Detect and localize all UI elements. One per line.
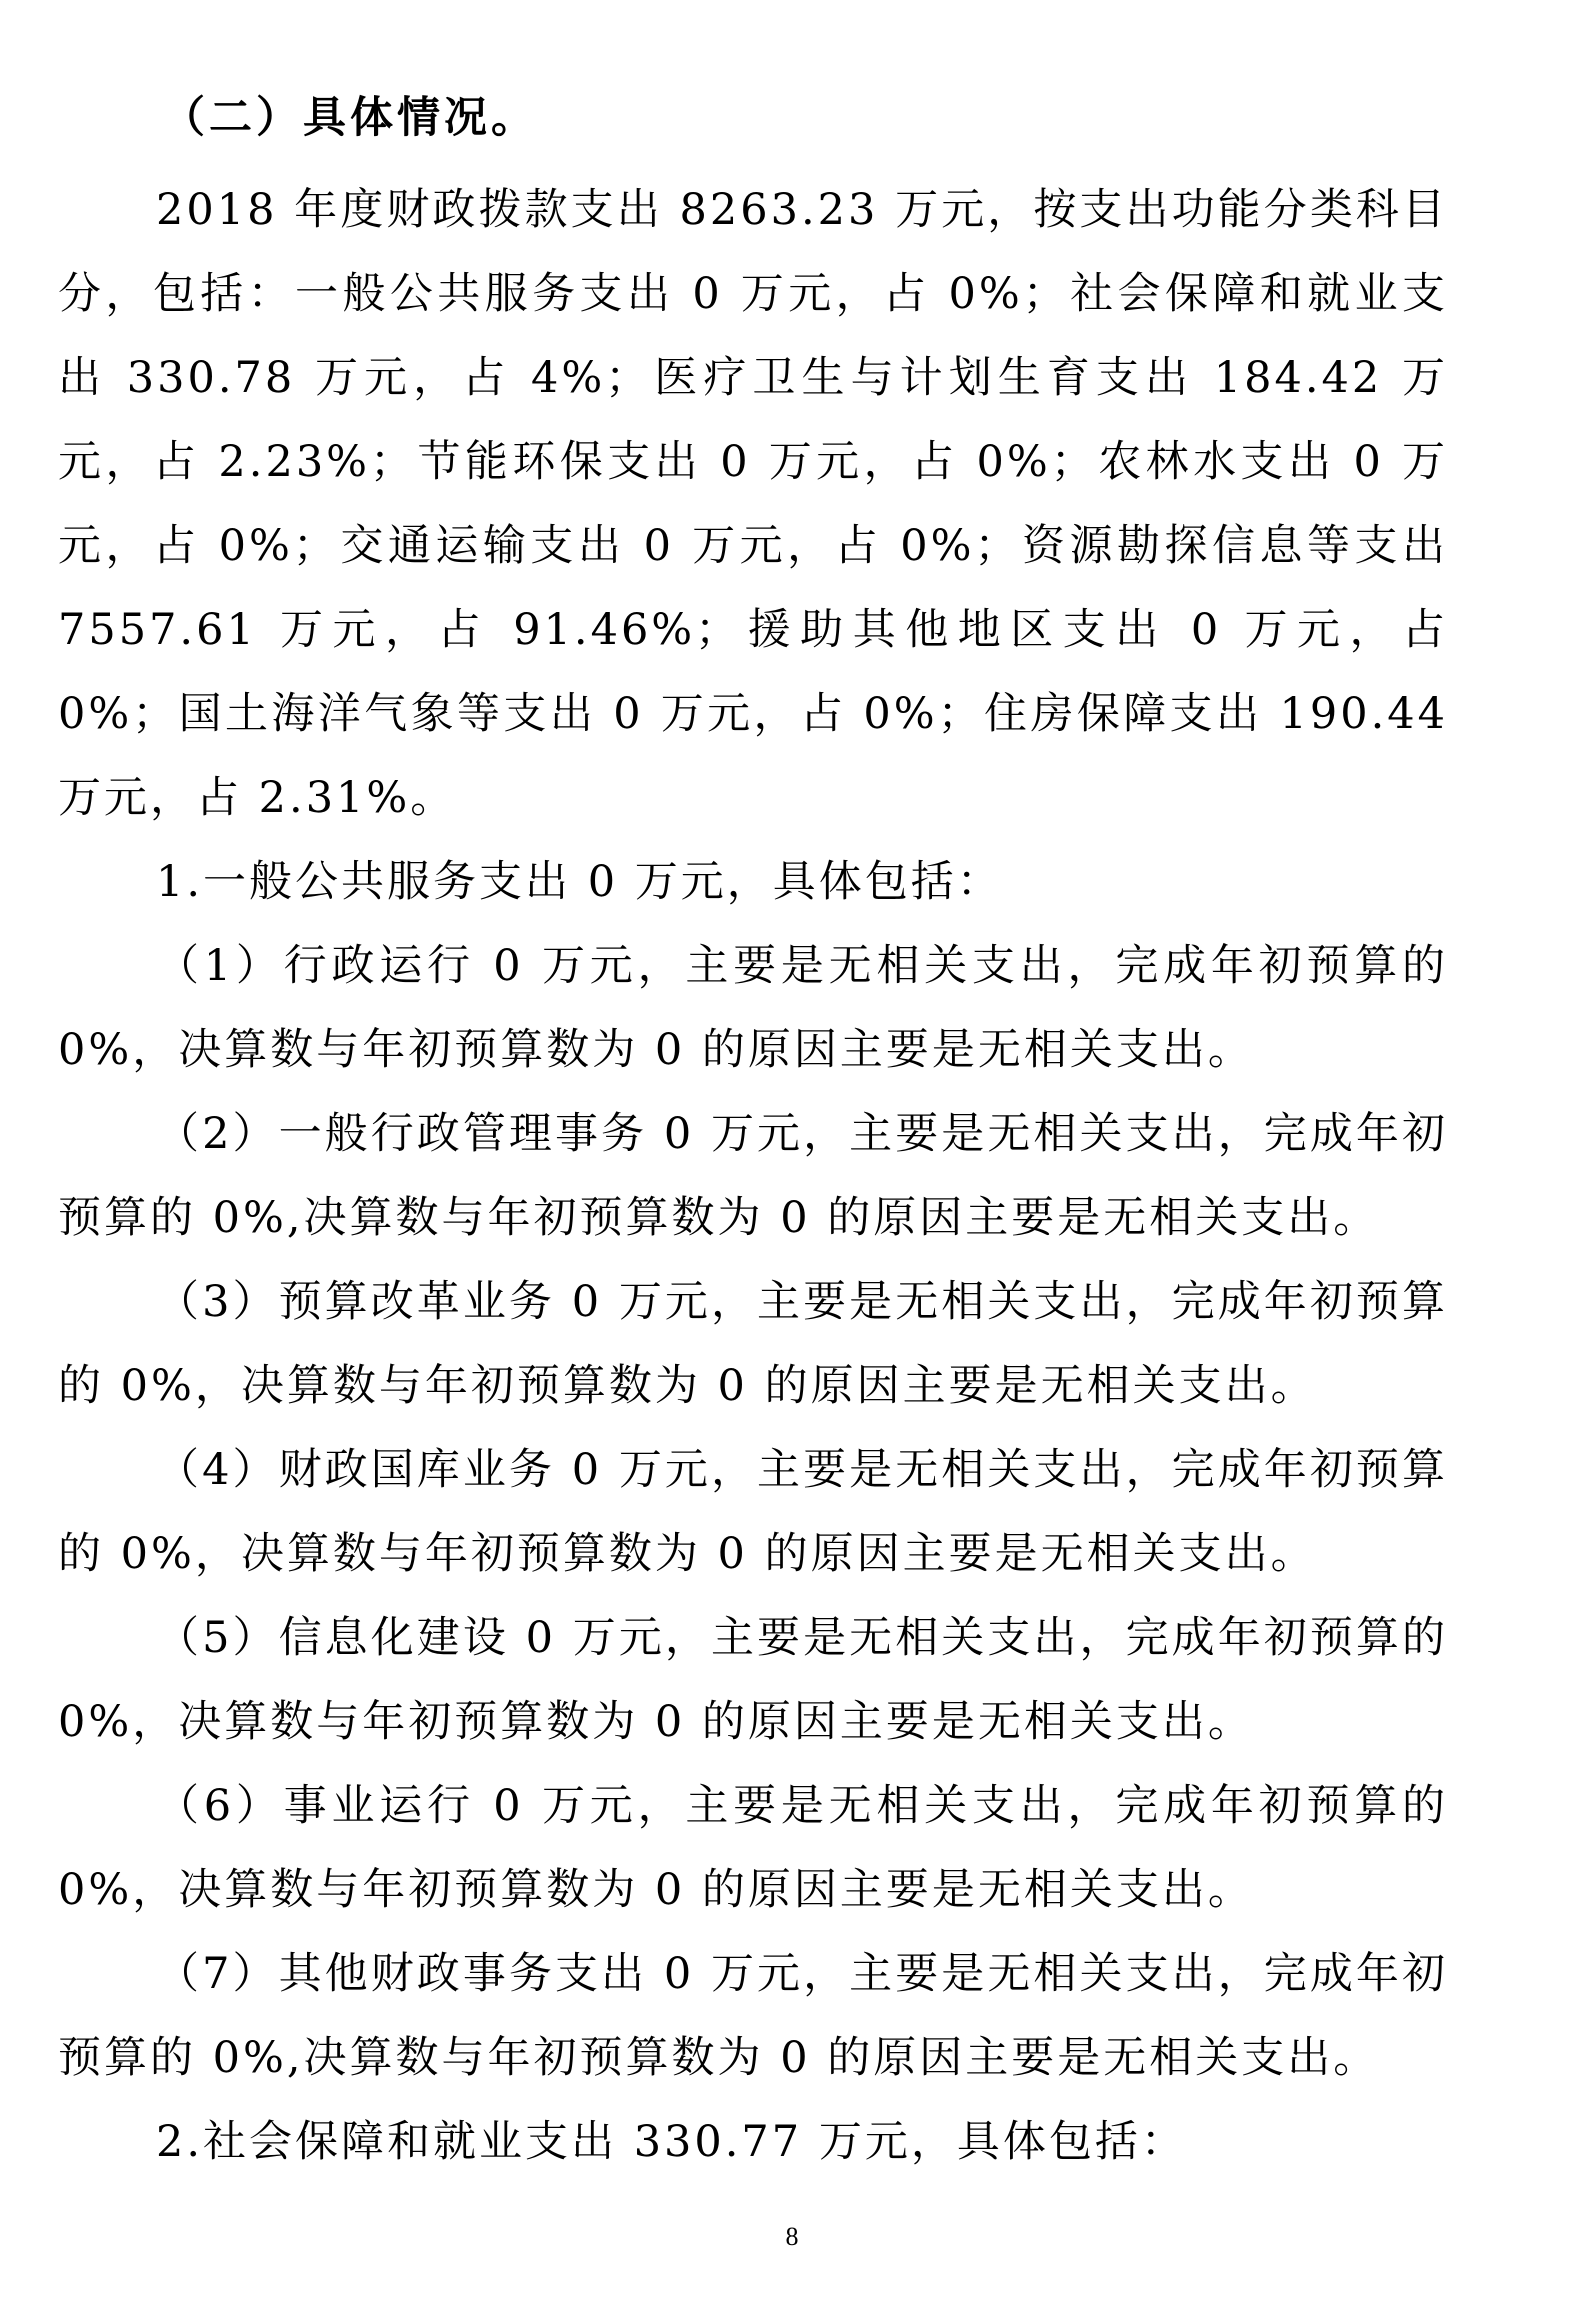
paragraph-item-7: （7）其他财政事务支出 0 万元，主要是无相关支出，完成年初预算的 0%,决算数与年初预算数为 0 的原因主要是无相关支出。 [58, 1949, 1448, 2083]
document-body [58, 88, 1448, 2184]
paragraph-item-5: （5）信息化建设 0 万元，主要是无相关支出，完成年初预算的 0%，决算数与年初预算数为 0 的原因主要是无相关支出。 [58, 1613, 1448, 1747]
paragraph-item-6: （6）事业运行 0 万元，主要是无相关支出，完成年初预算的 0%，决算数与年初预算数为 0 的原因主要是无相关支出。 [58, 1781, 1448, 1915]
paragraph-item-2: （2）一般行政管理事务 0 万元，主要是无相关支出，完成年初预算的 0%,决算数与年初预算数为 0 的原因主要是无相关支出。 [58, 1109, 1448, 1243]
paragraph-item-3: （3）预算改革业务 0 万元，主要是无相关支出，完成年初预算的 0%，决算数与年初预算数为 0 的原因主要是无相关支出。 [58, 1277, 1448, 1411]
page-number: 8 [785, 2222, 799, 2251]
paragraph-item-4: （4）财政国库业务 0 万元，主要是无相关支出，完成年初预算的 0%，决算数与年初预算数为 0 的原因主要是无相关支出。 [58, 1445, 1448, 1579]
paragraph-social-security: 2.社会保障和就业支出 330.77 万元，具体包括： [156, 2117, 1187, 2167]
paragraph-item-1: （1）行政运行 0 万元，主要是无相关支出，完成年初预算的 0%，决算数与年初预算数为 0 的原因主要是无相关支出。 [58, 941, 1448, 1075]
paragraph-general-public-services: 1.一般公共服务支出 0 万元，具体包括： [156, 857, 1003, 907]
paragraph-summary: 2018 年度财政拨款支出 8263.23 万元，按支出功能分类科目分，包括：一般公共服务支出 0 万元，占 0%；社会保障和就业支出 330.78 万元，占 4%；医疗卫生与计划生育支出 184.42 万元，占 2.23%；节能环保支出 0 万元，占 0%；农林水支出 0 万元，占 0%；交通运输支出 0 万元，占 0%；资源勘探信息等支出 7557.61 万元，占 91.46%；援助其他地区支出 0 万元，占 0%；国土海洋气象等支出 0 万元，占 0%；住房保障支出 190.44 万元，占 2.31%。 [58, 185, 1448, 823]
section-heading: （二）具体情况。 [162, 93, 538, 143]
